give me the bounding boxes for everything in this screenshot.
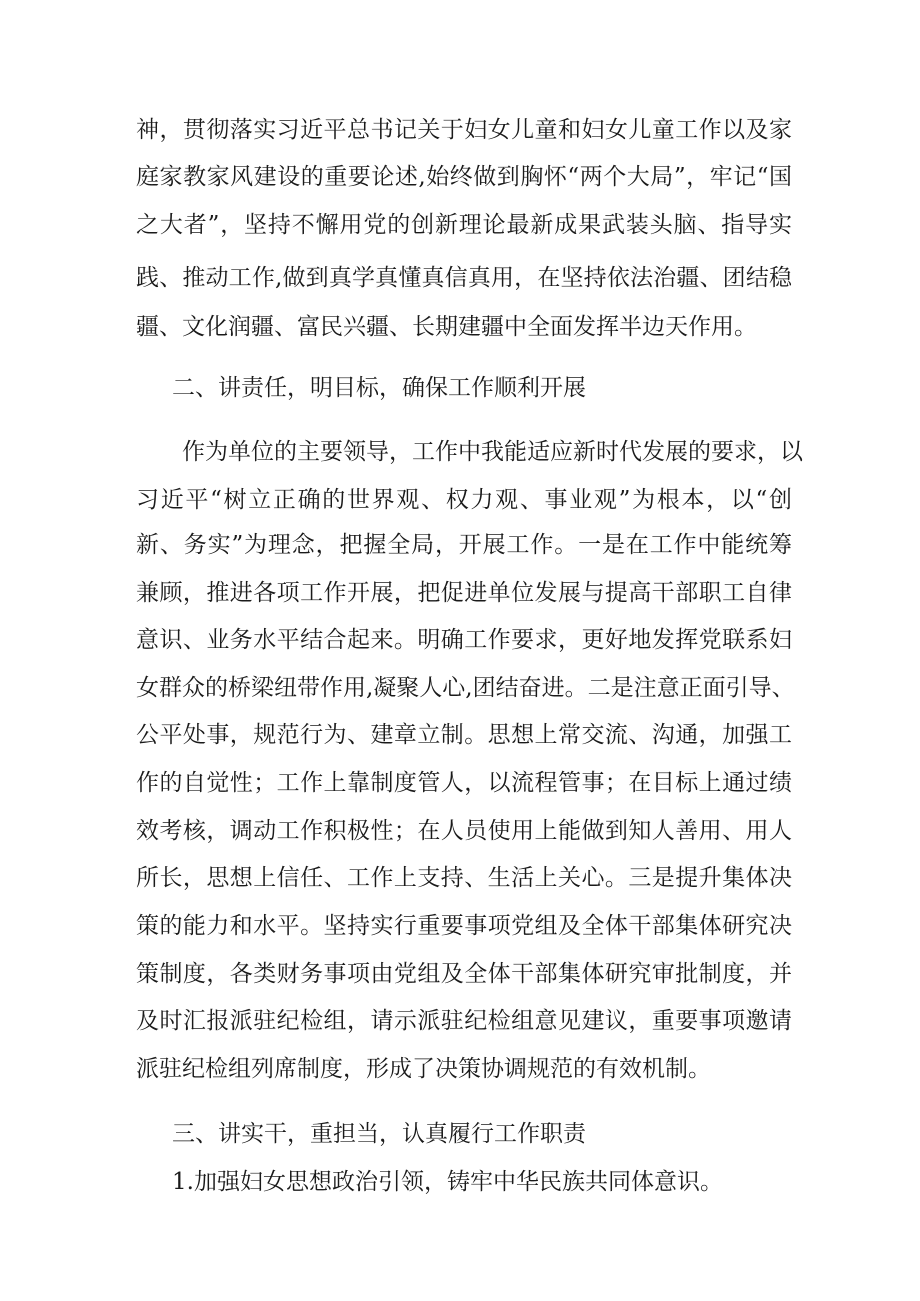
paragraph-2-line-3: 新、务实”为理念，把握全局，开展工作。一是在工作中能统筹 bbox=[136, 532, 792, 558]
paragraph-1-line-3: 之大者”，坚持不懈用党的创新理论最新成果武装头脑、指导实 bbox=[136, 212, 792, 238]
paragraph-2-line-5: 意识、业务水平结合起来。明确工作要求，更好地发挥党联系妇 bbox=[136, 627, 792, 653]
paragraph-2-line-7: 公平处事，规范行为、建章立制。思想上常交流、沟通，加强工 bbox=[136, 722, 792, 748]
paragraph-2-line-9: 效考核，调动工作积极性；在人员使用上能做到知人善用、用人 bbox=[136, 818, 792, 844]
paragraph-2-line-14: 派驻纪检组列席制度，形成了决策协调规范的有效机制。 bbox=[136, 1056, 711, 1082]
paragraph-2-line-4: 兼顾，推进各项工作开展，把促进单位发展与提高干部职工自律 bbox=[136, 580, 792, 606]
paragraph-2-line-8: 作的自觉性；工作上靠制度管人，以流程管事；在目标上通过绩 bbox=[136, 770, 792, 796]
paragraph-2-line-6: 女群众的桥梁纽带作用,凝聚人心,团结奋进。二是注意正面引导、 bbox=[136, 675, 795, 701]
list-item-1: 1.加强妇女思想政治引领，铸牢中华民族共同体意识。 bbox=[172, 1169, 723, 1195]
section-heading-3: 三、讲实干，重担当，认真履行工作职责 bbox=[172, 1121, 586, 1147]
paragraph-1-line-4: 践、推动工作,做到真学真懂真信真用，在坚持依法治疆、团结稳 bbox=[136, 265, 792, 291]
paragraph-2-line-10: 所长，思想上信任、工作上支持、生活上关心。三是提升集体决 bbox=[136, 865, 792, 891]
paragraph-2-line-12: 策制度，各类财务事项由党组及全体干部集体研究审批制度，并 bbox=[136, 961, 792, 987]
paragraph-2-line-13: 及时汇报派驻纪检组，请示派驻纪检组意见建议，重要事项邀请 bbox=[136, 1008, 792, 1034]
paragraph-2-line-1: 作为单位的主要领导，工作中我能适应新时代发展的要求，以 bbox=[182, 439, 803, 465]
paragraph-2-line-2: 习近平“树立正确的世界观、权力观、事业观”为根本，以“创 bbox=[136, 487, 792, 513]
paragraph-2-line-11: 策的能力和水平。坚持实行重要事项党组及全体干部集体研究决 bbox=[136, 913, 792, 939]
paragraph-1-line-5: 疆、文化润疆、富民兴疆、长期建疆中全面发挥半边天作用。 bbox=[136, 314, 757, 340]
section-heading-2: 二、讲责任，明目标，确保工作顺利开展 bbox=[172, 375, 586, 401]
paragraph-1-line-1: 神，贯彻落实习近平总书记关于妇女儿童和妇女儿童工作以及家 bbox=[136, 117, 792, 143]
paragraph-1-line-2: 庭家教家风建设的重要论述,始终做到胸怀“两个大局”，牢记“国 bbox=[136, 164, 792, 190]
